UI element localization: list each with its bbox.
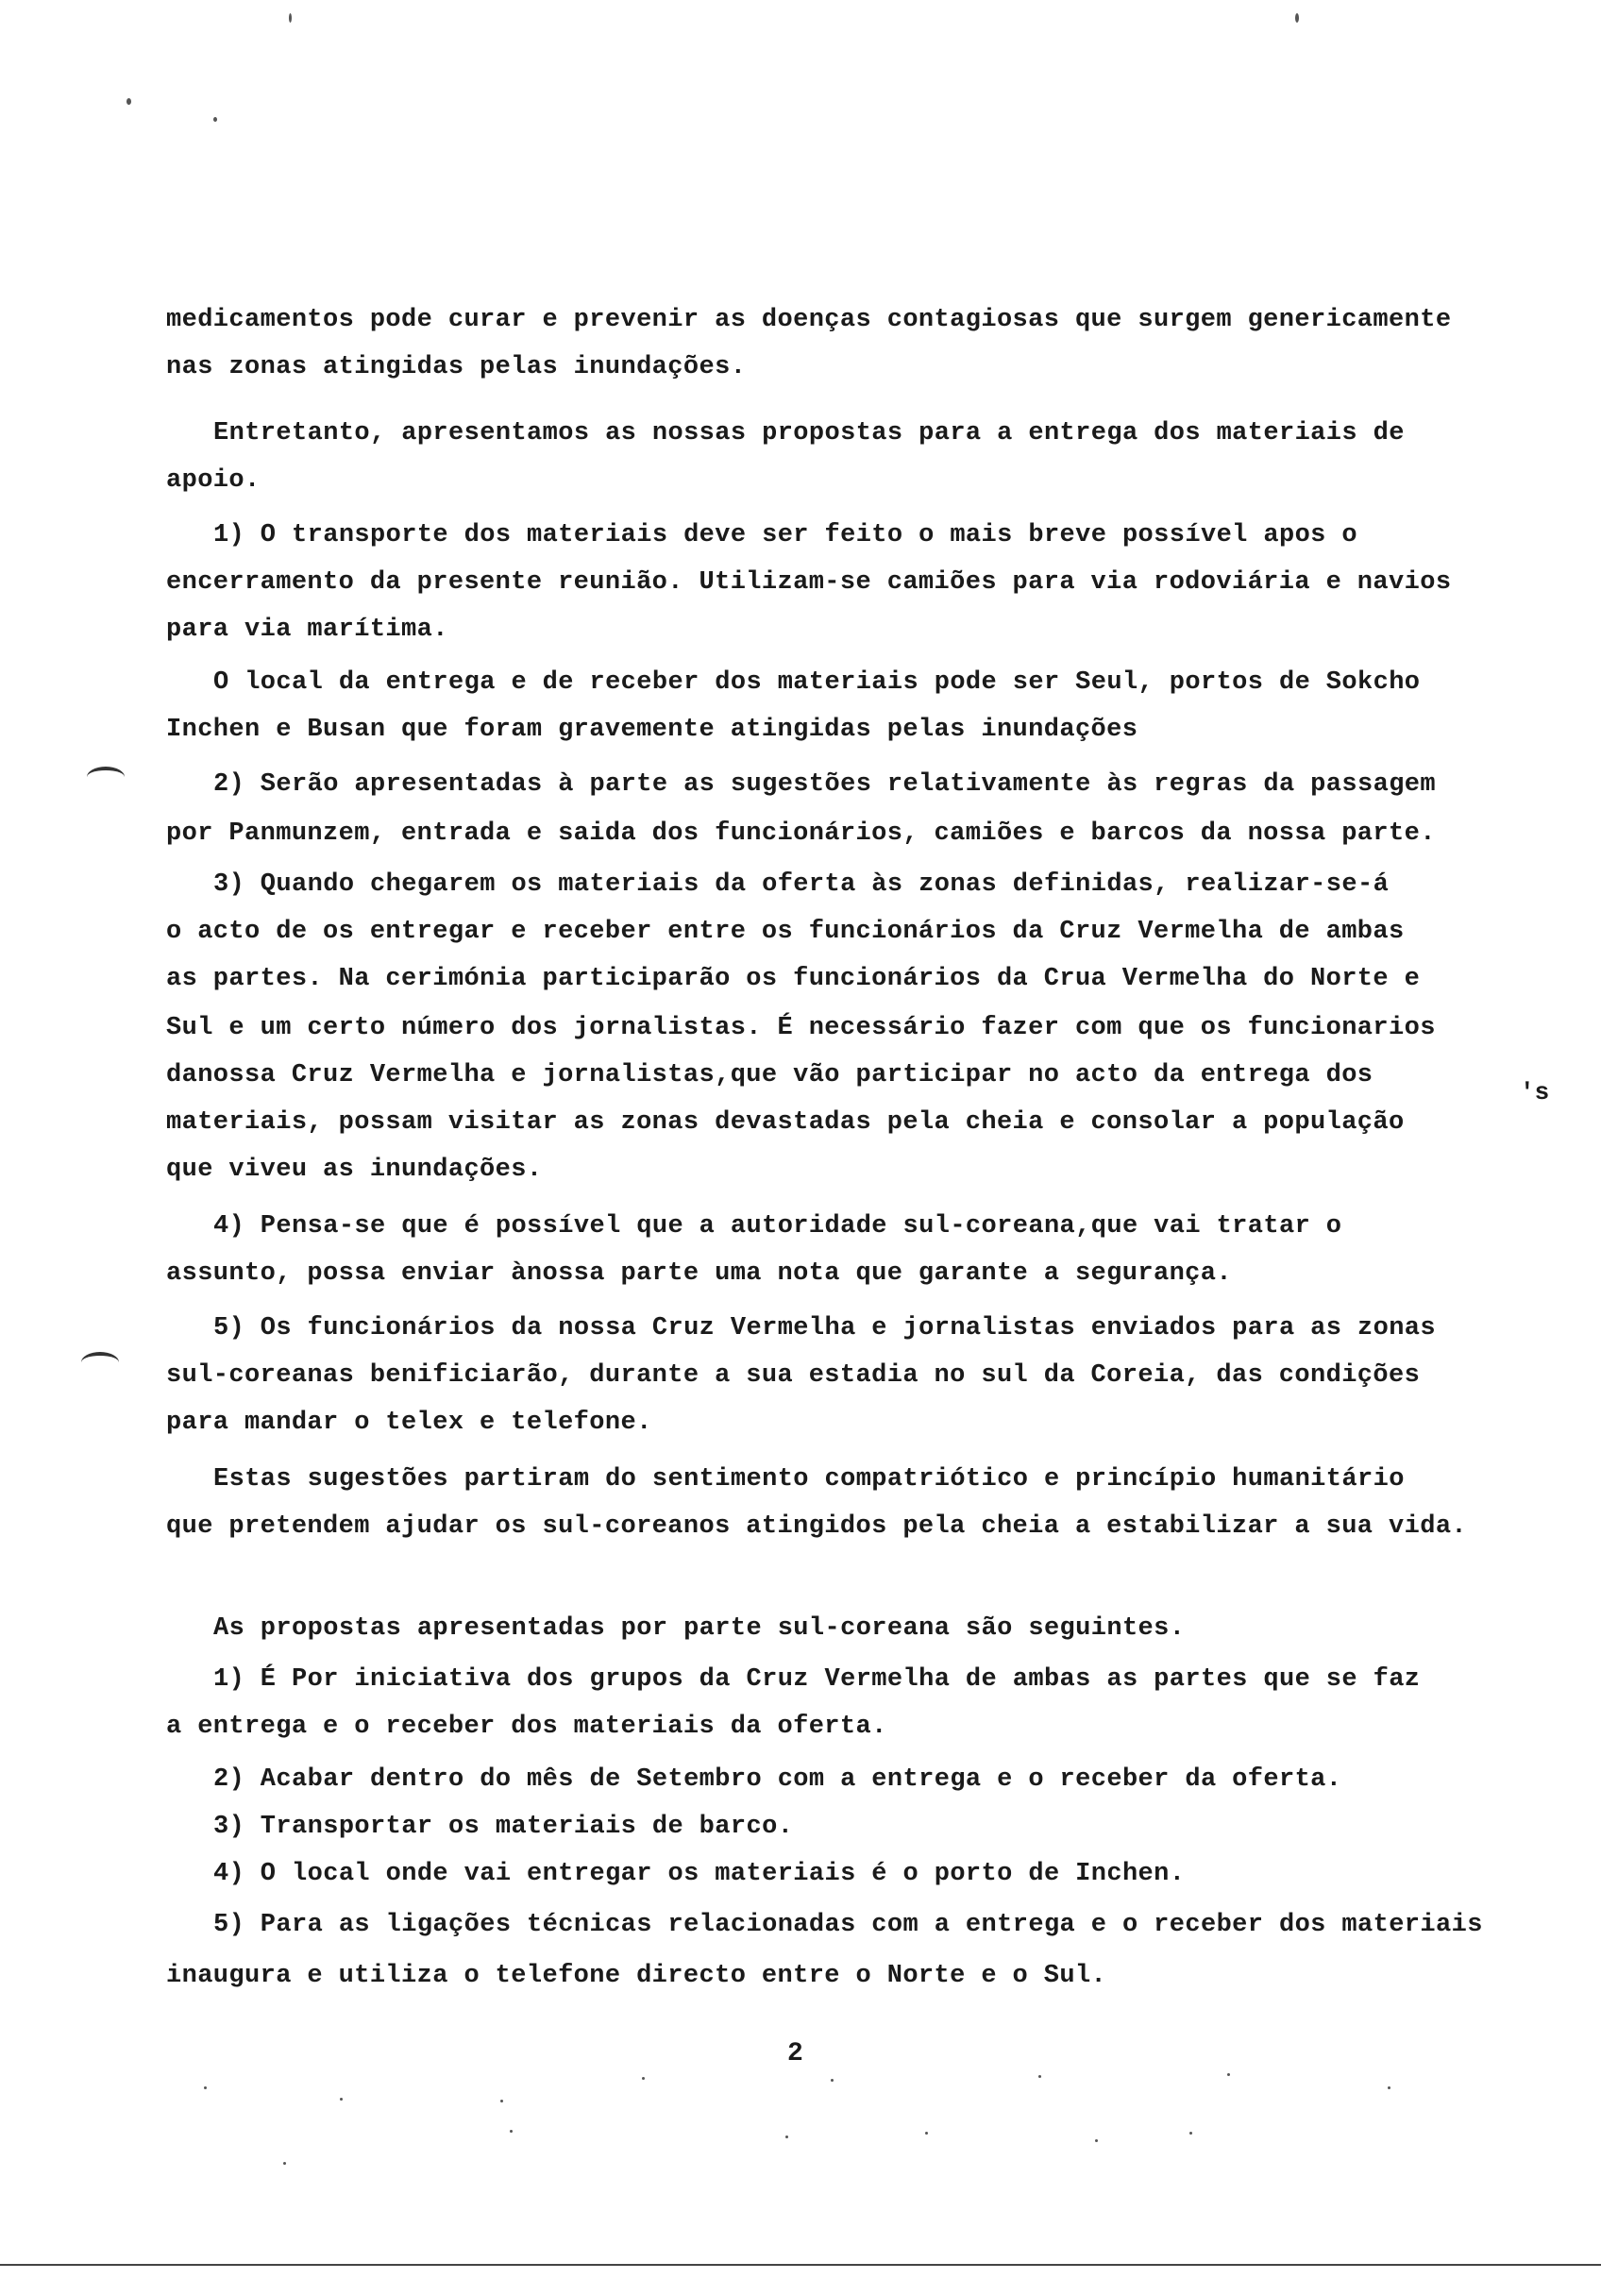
text-line: Estas sugestões partiram do sentimento compatriótico e princípio humanitário: [213, 1465, 1405, 1494]
text-line: que pretendem ajudar os sul-coreanos atingidos pela cheia a estabilizar a sua vida.: [166, 1512, 1468, 1541]
text-line: As propostas apresentadas por parte sul-coreana são seguintes.: [213, 1614, 1186, 1643]
text-line: nas zonas atingidas pelas inundações.: [166, 353, 747, 381]
text-line: encerramento da presente reunião. Utilizam-se camiões para via rodoviária e navios: [166, 568, 1452, 597]
scan-speck: [1038, 2075, 1041, 2078]
text-line: Inchen e Busan que foram gravemente atingidas pelas inundações: [166, 716, 1138, 744]
text-line: 5) Para as ligações técnicas relacionadas com a entrega e o receber dos materiais: [213, 1911, 1483, 1939]
margin-mark: [87, 767, 125, 787]
text-line: 2) Serão apresentadas à parte as sugestões relativamente às regras da passagem: [213, 770, 1437, 799]
margin-mark: [81, 1352, 119, 1373]
scan-speck: [340, 2098, 343, 2101]
text-line: 4) Pensa-se que é possível que a autoridade sul-coreana,que vai tratar o: [213, 1212, 1342, 1241]
text-line: 2) Acabar dentro do mês de Setembro com a entrega e o receber da oferta.: [213, 1765, 1342, 1794]
text-line: para mandar o telex e telefone.: [166, 1409, 652, 1437]
scan-speck: [283, 2162, 286, 2165]
text-line: para via marítima.: [166, 616, 448, 644]
scan-speck: [1388, 2086, 1390, 2089]
scan-speck: [1295, 13, 1299, 23]
page-number: 2: [787, 2039, 803, 2068]
text-line: materiais, possam visitar as zonas devastadas pela cheia e consolar a população: [166, 1108, 1405, 1137]
scan-speck: [204, 2086, 207, 2089]
margin-note: 's: [1520, 1078, 1550, 1106]
scan-speck: [500, 2100, 503, 2102]
text-line: apoio.: [166, 466, 261, 495]
text-line: que viveu as inundações.: [166, 1156, 543, 1184]
bottom-rule: [0, 2264, 1601, 2266]
text-line: a entrega e o receber dos materiais da oferta.: [166, 1713, 887, 1741]
scan-speck: [642, 2077, 645, 2080]
text-line: assunto, possa enviar ànossa parte uma nota que garante a segurança.: [166, 1259, 1232, 1288]
scan-speck: [1227, 2073, 1230, 2076]
text-line: o acto de os entregar e receber entre os funcionários da Cruz Vermelha de ambas: [166, 918, 1405, 946]
text-line: O local da entrega e de receber dos materiais pode ser Seul, portos de Sokcho: [213, 668, 1421, 697]
text-line: 1) É Por iniciativa dos grupos da Cruz Vermelha de ambas as partes que se faz: [213, 1665, 1421, 1694]
text-line: 4) O local onde vai entregar os materiais é o porto de Inchen.: [213, 1860, 1186, 1888]
text-line: Entretanto, apresentamos as nossas propostas para a entrega dos materiais de: [213, 419, 1405, 447]
text-line: 1) O transporte dos materiais deve ser feito o mais breve possível apos o: [213, 521, 1357, 549]
scan-speck: [510, 2130, 513, 2133]
scan-speck: [213, 117, 217, 122]
text-line: 5) Os funcionários da nossa Cruz Vermelha e jornalistas enviados para as zonas: [213, 1314, 1437, 1342]
text-line: danossa Cruz Vermelha e jornalistas,que vão participar no acto da entrega dos: [166, 1061, 1373, 1089]
scan-speck: [785, 2136, 788, 2138]
scan-speck: [126, 98, 131, 105]
text-line: inaugura e utiliza o telefone directo entre o Norte e o Sul.: [166, 1962, 1107, 1990]
text-line: as partes. Na cerimónia participarão os funcionários da Crua Vermelha do Norte e: [166, 965, 1421, 993]
text-line: sul-coreanas benificiarão, durante a sua estadia no sul da Coreia, das condições: [166, 1361, 1421, 1390]
text-line: Sul e um certo número dos jornalistas. É necessário fazer com que os funcionarios: [166, 1014, 1436, 1042]
scan-speck: [289, 13, 292, 23]
text-line: por Panmunzem, entrada e saida dos funcionários, camiões e barcos da nossa parte.: [166, 819, 1436, 848]
scan-speck: [1095, 2139, 1098, 2142]
scan-speck: [1189, 2132, 1192, 2135]
text-line: medicamentos pode curar e prevenir as doenças contagiosas que surgem genericamente: [166, 306, 1452, 334]
text-line: 3) Transportar os materiais de barco.: [213, 1813, 794, 1841]
text-line: 3) Quando chegarem os materiais da oferta às zonas definidas, realizar-se-á: [213, 870, 1390, 899]
scan-speck: [925, 2132, 928, 2135]
scan-speck: [831, 2079, 834, 2082]
